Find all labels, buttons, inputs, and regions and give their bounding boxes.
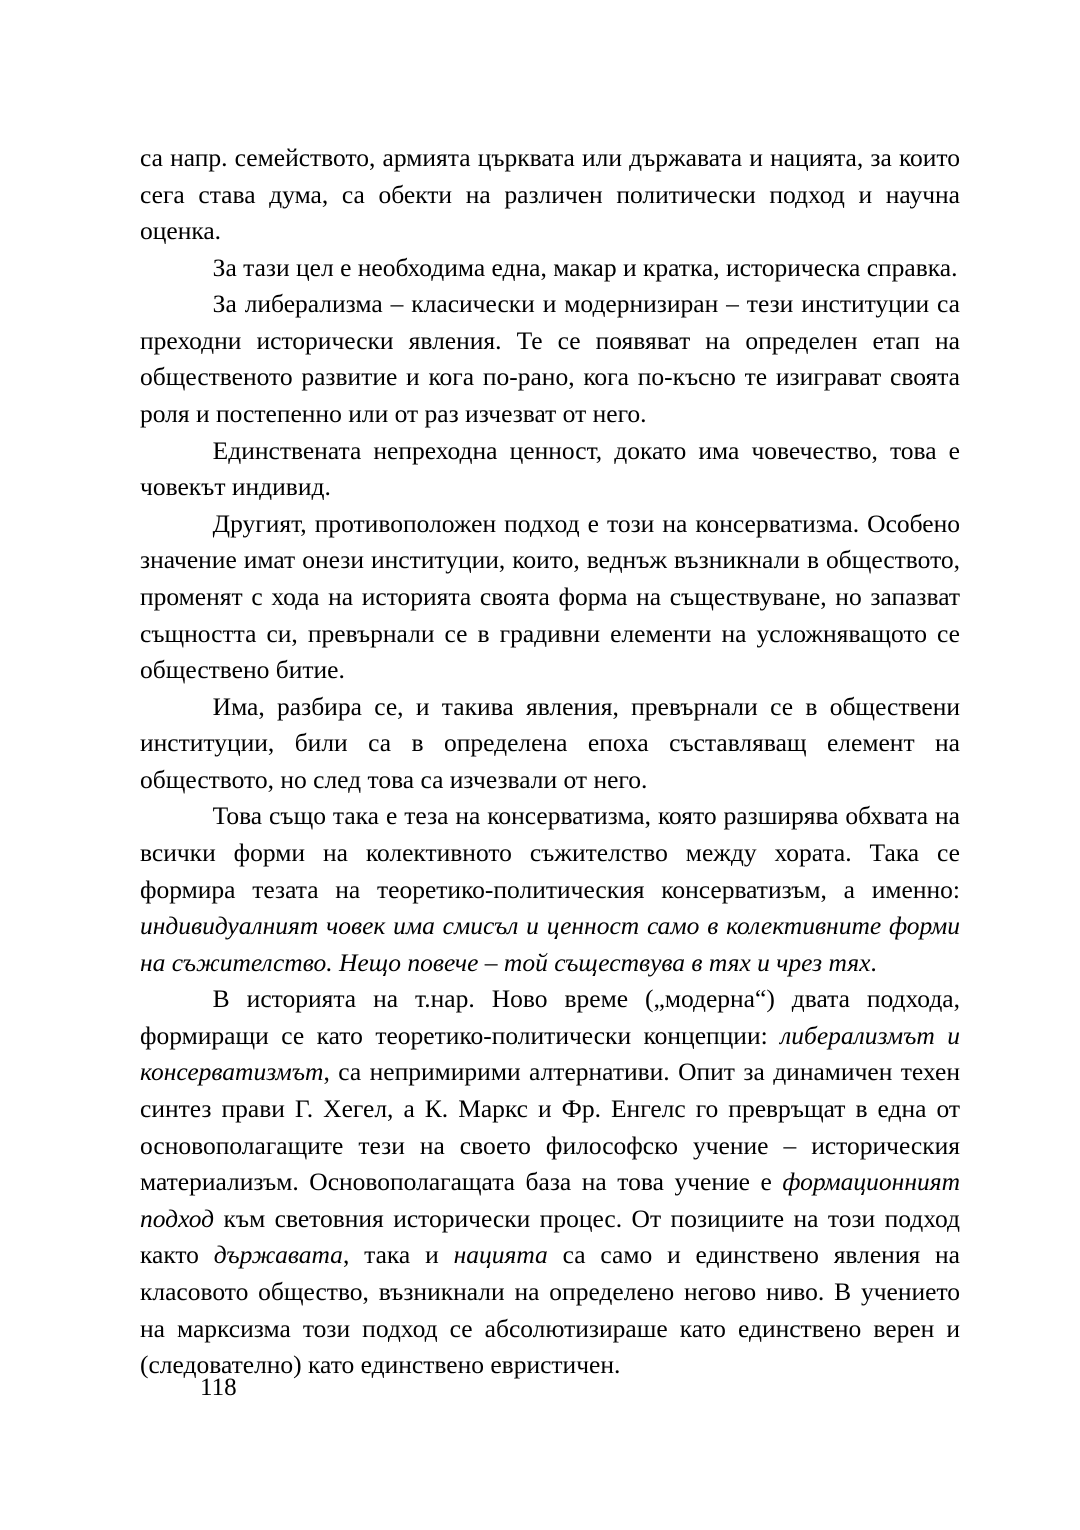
paragraph-5 <box>140 506 960 689</box>
page-body <box>140 140 960 1384</box>
text-run: , са непримирими алтернативи. Опит за динамичен техен синтез прави Г. Хегел, а К. Маркс и Фр. Енгелс го превръщат в една от основополагащите тези на своето философско учение – историческия материализъм. Основополагащата база на това учение е <box>140 1057 960 1197</box>
text-run: . <box>870 947 877 977</box>
paragraph-4 <box>140 433 960 506</box>
paragraph-2 <box>140 250 960 287</box>
paragraph-6 <box>140 689 960 799</box>
text-run: са напр. семейството, армията църквата или държавата и нацията, за които сега става дума, са обекти на различен политически подход и научна оценка. <box>140 143 960 246</box>
text-run-italic: либерализмът и консерватизмът <box>140 1020 960 1087</box>
text-run-italic: държавата <box>213 1240 343 1270</box>
paragraph-7 <box>140 798 960 981</box>
text-run: За либерализма – класически и модернизиран – тези институции са преходни исторически явления. Те се появяват на определен етап на общественото развитие и кога по-рано, кога по-късно те изиграват своята роля и постепенно или от раз изчезват от него. <box>140 289 960 429</box>
text-run: Единствената непреходна ценност, докато има човечество, това е човекът индивид. <box>140 435 960 502</box>
text-run: , така и <box>342 1240 454 1270</box>
paragraph-1 <box>140 140 960 250</box>
text-run: В историята на т.нар. Ново време („модерна“) двата подхода, формиращи се като теоретико-политически концепции: <box>140 984 960 1050</box>
paragraph-8 <box>140 981 960 1383</box>
paragraph-3 <box>140 286 960 432</box>
page-number: 118 <box>200 1374 237 1401</box>
text-run: са само и единствено явления на класовото общество, възникнали на определено негово ниво. В учението на марксизма този подход се абсолютизираше като единствено верен и (следователно) като единствено евристичен. <box>140 1240 960 1380</box>
text-run: Има, разбира се, и такива явления, превърнали се в обществени институции, били са в определена епоха съставляващ елемент на обществото, но след това са изчезвали от него. <box>140 691 960 794</box>
text-run-italic: индивидуалният човек има смисъл и ценност само в колективните форми на съжителство. Нещо повече – той съществува в тях и чрез тях <box>140 911 960 977</box>
text-run: Това също така е теза на консерватизма, която разширява обхвата на всички форми на колективното съжителство между хората. Така се формира тезата на теоретико-политическия консерватизъм, а именно: <box>140 801 960 904</box>
text-run: към световния исторически процес. От позициите на този подход както <box>140 1203 960 1270</box>
text-run: За тази цел е необходима една, макар и кратка, историческа справка. <box>212 252 958 282</box>
text-run-italic: нацията <box>453 1240 548 1270</box>
text-run-italic: формационният подход <box>140 1167 960 1233</box>
text-run: Другият, противоположен подход е този на консерватизма. Особено значение имат онези институции, които, веднъж възникнали в обществото, променят с хода на историята своята форма на съществуване, но запазват същността си, превърнали се в градивни елементи на усложняващото се обществено битие. <box>140 508 960 685</box>
